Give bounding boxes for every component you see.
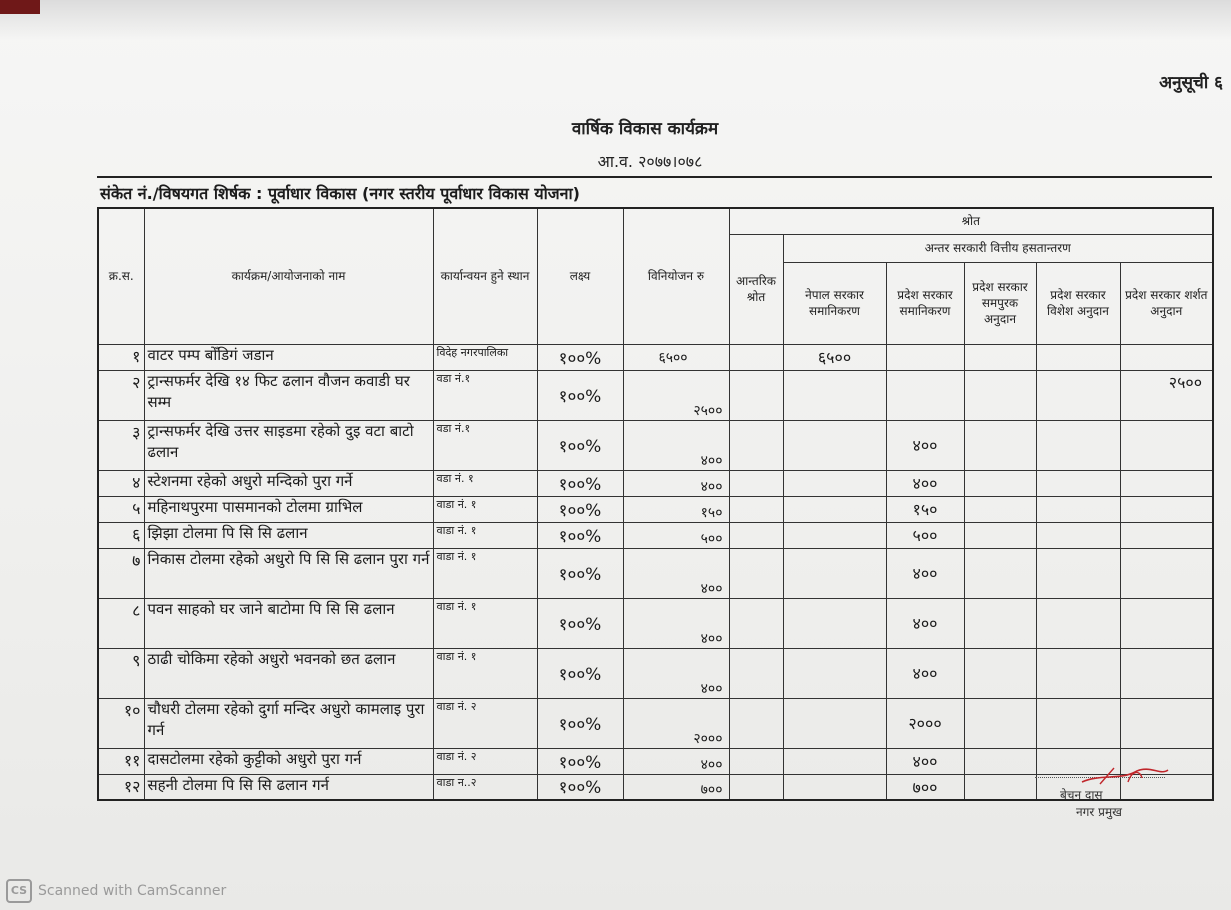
signatory-title: नगर प्रमुख — [1076, 805, 1122, 819]
row-budget: ४०० — [623, 748, 729, 774]
row-federal-eq — [783, 370, 886, 420]
row-name: दासटोलमा रहेको कुट्टीको अधुरो पुरा गर्न — [144, 748, 433, 774]
row-name: निकास टोलमा रहेको अधुरो पि सि सि ढलान पुरा गर्न — [144, 548, 433, 598]
row-target: १००% — [537, 548, 623, 598]
row-target: १००% — [537, 344, 623, 370]
col-province-eq: प्रदेश सरकार समानिकरण — [886, 262, 964, 344]
row-province-eq: २००० — [886, 698, 964, 748]
row-province-eq: ४०० — [886, 598, 964, 648]
row-federal-eq — [783, 598, 886, 648]
row-budget: १५० — [623, 496, 729, 522]
subject-heading: संकेत नं./विषयगत शिर्षक : पूर्वाधार विकास (नगर स्तरीय पूर्वाधार विकास योजना) — [100, 184, 580, 203]
row-place: वाडा नं. १ — [433, 496, 537, 522]
row-province-eq: ४०० — [886, 548, 964, 598]
table-row — [98, 748, 1213, 774]
table-row — [98, 522, 1213, 548]
scan-shadow — [0, 0, 1231, 40]
row-province-eq: ४०० — [886, 420, 964, 470]
row-sn: ३ — [98, 420, 144, 470]
row-place: वाडा नं. १ — [433, 648, 537, 698]
row-province-special — [1036, 698, 1120, 748]
col-federal-eq: नेपाल सरकार समानिकरण — [783, 262, 886, 344]
row-budget: ४०० — [623, 598, 729, 648]
row-target: १००% — [537, 748, 623, 774]
row-target: १००% — [537, 370, 623, 420]
row-province-special — [1036, 598, 1120, 648]
row-province-eq — [886, 370, 964, 420]
row-name: ठाढी चोकिमा रहेको अधुरो भवनको छत ढलान — [144, 648, 433, 698]
row-sn: ४ — [98, 470, 144, 496]
row-budget: ४०० — [623, 648, 729, 698]
row-target: १००% — [537, 774, 623, 800]
row-province-comp — [964, 698, 1036, 748]
annex-label: अनुसूची ६ — [1159, 73, 1223, 93]
row-sn: ६ — [98, 522, 144, 548]
col-source: श्रोत — [729, 208, 1213, 234]
row-place: वडा नं. १ — [433, 470, 537, 496]
camscanner-logo-icon: CS — [6, 879, 32, 903]
row-province-special — [1036, 522, 1120, 548]
row-province-cond — [1120, 470, 1213, 496]
row-target: १००% — [537, 496, 623, 522]
row-province-special — [1036, 548, 1120, 598]
row-name: स्टेशनमा रहेको अधुरो मन्दिको पुरा गर्ने — [144, 470, 433, 496]
row-target: १००% — [537, 522, 623, 548]
row-budget: ६५०० — [623, 344, 729, 370]
row-target: १००% — [537, 698, 623, 748]
row-province-eq: १५० — [886, 496, 964, 522]
document-title: वार्षिक विकास कार्यक्रम — [571, 119, 719, 139]
row-province-cond: २५०० — [1120, 370, 1213, 420]
row-place: वाडा नं. १ — [433, 522, 537, 548]
row-target: १००% — [537, 470, 623, 496]
row-place: वडा नं.१ — [433, 370, 537, 420]
row-province-comp — [964, 748, 1036, 774]
table-row — [98, 420, 1213, 470]
table-row — [98, 698, 1213, 748]
row-federal-eq — [783, 648, 886, 698]
row-sn: १ — [98, 344, 144, 370]
row-federal-eq — [783, 698, 886, 748]
row-province-cond — [1120, 548, 1213, 598]
row-internal — [729, 470, 783, 496]
row-budget: ४०० — [623, 548, 729, 598]
row-province-cond — [1120, 420, 1213, 470]
row-name: महिनाथपुरमा पासमानको टोलमा ग्राभिल — [144, 496, 433, 522]
signatory-name: बेचन दास — [1060, 788, 1103, 802]
row-internal — [729, 774, 783, 800]
row-province-comp — [964, 774, 1036, 800]
row-province-special — [1036, 344, 1120, 370]
col-budget: विनियोजन रु — [623, 208, 729, 344]
row-federal-eq — [783, 470, 886, 496]
row-province-special — [1036, 648, 1120, 698]
row-federal-eq — [783, 420, 886, 470]
row-province-eq — [886, 344, 964, 370]
row-federal-eq — [783, 774, 886, 800]
col-province-special: प्रदेश सरकार विशेश अनुदान — [1036, 262, 1120, 344]
row-name: ट्रान्सफर्मर देखि १४ फिट ढलान वौजन कवाडी घर सम्म — [144, 370, 433, 420]
row-internal — [729, 598, 783, 648]
row-province-comp — [964, 522, 1036, 548]
row-province-comp — [964, 470, 1036, 496]
row-province-special — [1036, 496, 1120, 522]
row-sn: १२ — [98, 774, 144, 800]
table-row — [98, 370, 1213, 420]
row-budget: ५०० — [623, 522, 729, 548]
table-row — [98, 470, 1213, 496]
row-federal-eq — [783, 496, 886, 522]
row-internal — [729, 420, 783, 470]
row-internal — [729, 344, 783, 370]
table-row — [98, 548, 1213, 598]
row-name: सहनी टोलमा पि सि सि ढलान गर्न — [144, 774, 433, 800]
row-internal — [729, 748, 783, 774]
row-internal — [729, 548, 783, 598]
row-place: वडा नं.१ — [433, 420, 537, 470]
row-internal — [729, 648, 783, 698]
col-province-cond: प्रदेश सरकार शर्शत अनुदान — [1120, 262, 1213, 344]
row-province-eq: ४०० — [886, 470, 964, 496]
row-province-eq: ४०० — [886, 648, 964, 698]
row-province-comp — [964, 648, 1036, 698]
col-intergov: अन्तर सरकारी वित्तीय हसतान्तरण — [783, 234, 1213, 262]
row-budget: ४०० — [623, 420, 729, 470]
row-name: ट्रान्सफर्मर देखि उत्तर साइडमा रहेको दुइ वटा बाटो ढलान — [144, 420, 433, 470]
row-province-cond — [1120, 648, 1213, 698]
camscanner-watermark — [6, 879, 226, 903]
corner-mark — [0, 0, 40, 14]
row-federal-eq: ६५०० — [783, 344, 886, 370]
row-province-comp — [964, 548, 1036, 598]
row-name: झिझा टोलमा पि सि सि ढलान — [144, 522, 433, 548]
col-sn: क्र.स. — [98, 208, 144, 344]
row-target: १००% — [537, 598, 623, 648]
row-target: १००% — [537, 420, 623, 470]
col-target: लक्ष्य — [537, 208, 623, 344]
row-sn: ५ — [98, 496, 144, 522]
row-name: वाटर पम्प बोँडिगं जडान — [144, 344, 433, 370]
row-budget: ४०० — [623, 470, 729, 496]
row-province-cond — [1120, 698, 1213, 748]
row-target: १००% — [537, 648, 623, 698]
watermark-text: Scanned with CamScanner — [38, 883, 227, 899]
table-row — [98, 344, 1213, 370]
row-budget: ७०० — [623, 774, 729, 800]
row-province-cond — [1120, 496, 1213, 522]
row-federal-eq — [783, 522, 886, 548]
row-sn: ९ — [98, 648, 144, 698]
row-internal — [729, 698, 783, 748]
row-province-special — [1036, 420, 1120, 470]
row-place: वाडा नं. २ — [433, 698, 537, 748]
row-internal — [729, 370, 783, 420]
row-sn: ७ — [98, 548, 144, 598]
table-row — [98, 598, 1213, 648]
row-place: वाडा न..२ — [433, 774, 537, 800]
row-province-comp — [964, 420, 1036, 470]
row-name: चौधरी टोलमा रहेको दुर्गा मन्दिर अधुरो कामलाइ पुरा गर्न — [144, 698, 433, 748]
row-province-comp — [964, 344, 1036, 370]
row-internal — [729, 496, 783, 522]
row-sn: ११ — [98, 748, 144, 774]
row-province-comp — [964, 496, 1036, 522]
row-budget: २००० — [623, 698, 729, 748]
row-sn: ८ — [98, 598, 144, 648]
row-province-comp — [964, 370, 1036, 420]
col-province-comp: प्रदेश सरकार समपुरक अनुदान — [964, 262, 1036, 344]
table-row — [98, 648, 1213, 698]
row-province-comp — [964, 598, 1036, 648]
row-sn: १० — [98, 698, 144, 748]
row-place: वाडा नं. २ — [433, 748, 537, 774]
row-place: वाडा नं. १ — [433, 598, 537, 648]
row-internal — [729, 522, 783, 548]
fiscal-year: आ.व. २०७७।०७८ — [597, 152, 703, 171]
row-province-special — [1036, 370, 1120, 420]
handwritten-signature — [1080, 764, 1170, 788]
row-federal-eq — [783, 548, 886, 598]
row-province-eq: ४०० — [886, 748, 964, 774]
col-name: कार्यक्रम/आयोजनाको नाम — [144, 208, 433, 344]
row-place: वाडा नं. १ — [433, 548, 537, 598]
row-federal-eq — [783, 748, 886, 774]
header-rule — [97, 176, 1212, 178]
row-province-cond — [1120, 598, 1213, 648]
table-row — [98, 496, 1213, 522]
row-budget: २५०० — [623, 370, 729, 420]
row-province-cond — [1120, 522, 1213, 548]
col-internal: आन्तरिक श्रोत — [729, 234, 783, 344]
row-province-eq: ७०० — [886, 774, 964, 800]
row-province-eq: ५०० — [886, 522, 964, 548]
row-province-special — [1036, 470, 1120, 496]
row-place: विदेह नगरपालिका — [433, 344, 537, 370]
col-place: कार्यान्वयन हुने स्थान — [433, 208, 537, 344]
row-name: पवन साहको घर जाने बाटोमा पि सि सि ढलान — [144, 598, 433, 648]
program-table — [97, 207, 1214, 801]
row-sn: २ — [98, 370, 144, 420]
row-province-cond — [1120, 344, 1213, 370]
